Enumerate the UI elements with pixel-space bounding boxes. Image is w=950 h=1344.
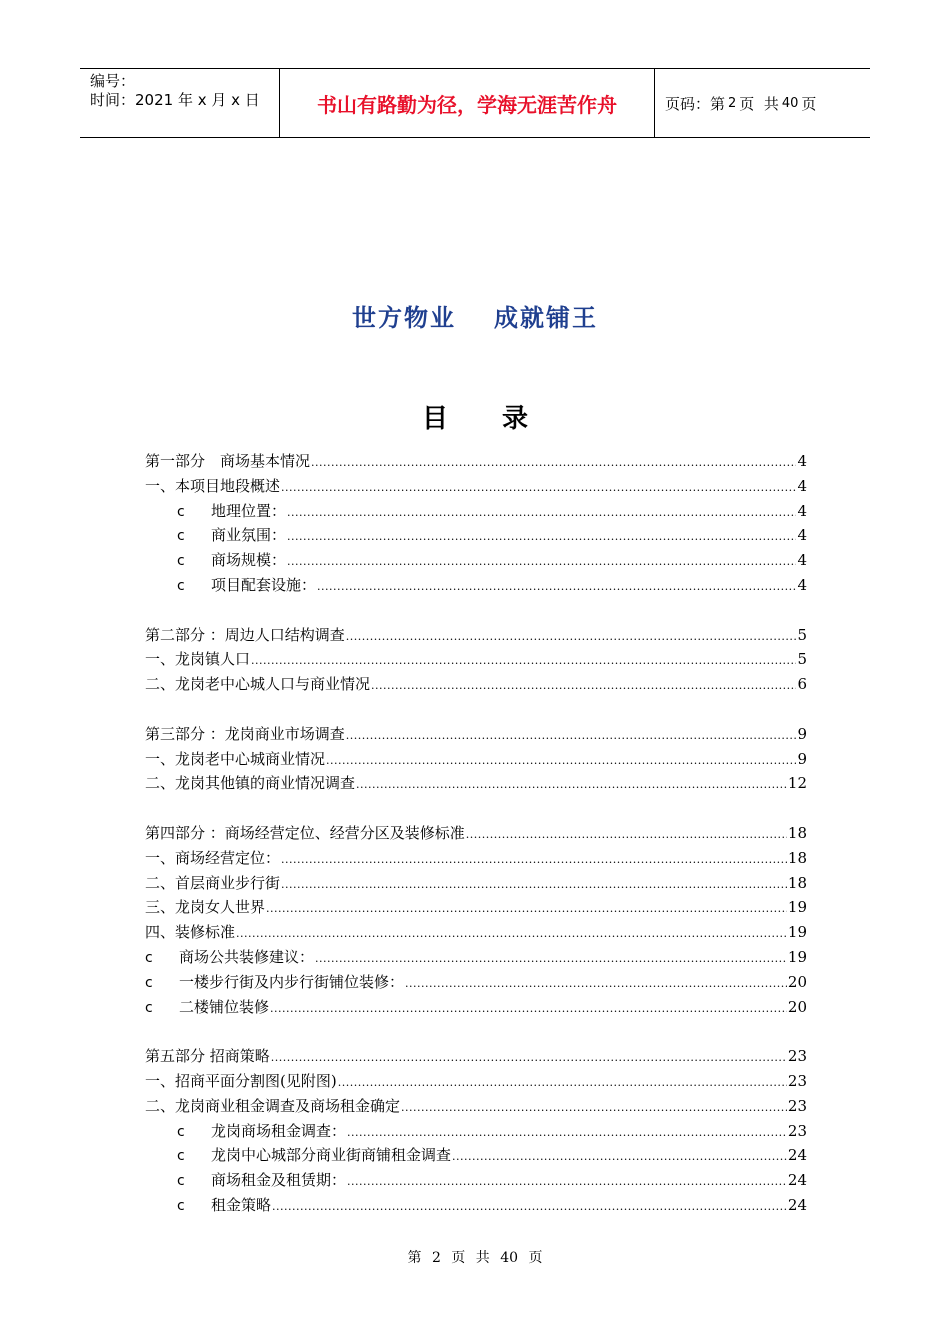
toc-entry[interactable] <box>145 896 807 921</box>
toc-entry-title: 龙岗中心城部分商业街商铺租金调查 <box>211 1146 452 1165</box>
number-label: 编号： <box>90 72 136 90</box>
dot-leader <box>371 679 796 692</box>
toc-entry-title: 商场公共装修建议： <box>179 947 315 966</box>
dot-leader <box>317 580 796 593</box>
toc-entry-page: 5 <box>797 625 807 644</box>
toc-entry-page: 12 <box>787 774 807 793</box>
toc-entry-page: 6 <box>797 675 807 694</box>
toc-entry[interactable] <box>145 872 807 897</box>
bullet-icon: c <box>177 528 185 545</box>
toc-entry[interactable] <box>145 648 807 673</box>
table-of-contents <box>145 450 807 1219</box>
toc-entry-title: 地理位置： <box>211 501 287 520</box>
toc-entry[interactable] <box>145 1070 807 1095</box>
toc-entry-page: 19 <box>787 947 807 966</box>
dot-leader <box>347 1175 787 1188</box>
toc-entry[interactable] <box>145 524 807 549</box>
dot-leader <box>281 853 787 866</box>
dot-leader <box>270 1002 787 1015</box>
toc-entry[interactable] <box>145 971 807 996</box>
toc-entry-page: 24 <box>787 1195 807 1214</box>
toc-entry-page: 20 <box>787 972 807 991</box>
toc-entry-page: 18 <box>787 823 807 842</box>
toc-entry[interactable] <box>145 500 807 525</box>
toc-entry-title: 商场规模： <box>211 551 287 570</box>
toc-entry-page: 9 <box>797 724 807 743</box>
header-motto: 书山有路勤为径，学海无涯苦作舟 <box>280 69 655 137</box>
toc-entry-title: 一、龙岗镇人口 <box>145 650 251 669</box>
toc-entry-page: 4 <box>797 551 807 570</box>
toc-entry[interactable] <box>145 1144 807 1169</box>
toc-entry[interactable] <box>145 1045 807 1070</box>
bullet-icon: c <box>177 1173 185 1190</box>
bullet-icon: c <box>177 1148 185 1165</box>
header-meta <box>80 69 280 137</box>
dot-leader <box>281 878 787 891</box>
toc-entry[interactable] <box>145 1120 807 1145</box>
toc-entry-title: 二、龙岗其他镇的商业情况调查 <box>145 774 356 793</box>
toc-entry[interactable] <box>145 1095 807 1120</box>
toc-entry-title: 四、装修标准 <box>145 923 236 942</box>
toc-entry-title: 二、龙岗老中心城人口与商业情况 <box>145 675 371 694</box>
toc-title-char2: 录 <box>502 404 529 434</box>
toc-entry-title: 一、商场经营定位： <box>145 848 281 867</box>
time-label: 时间：2021 年 x 月 x 日 <box>90 91 260 109</box>
dot-leader <box>287 555 796 568</box>
toc-entry-title: 二、龙岗商业租金调查及商场租金确定 <box>145 1096 401 1115</box>
toc-entry-page: 4 <box>797 501 807 520</box>
toc-entry-title: 三、龙岗女人世界 <box>145 898 266 917</box>
dot-leader <box>311 456 796 469</box>
toc-entry-page: 23 <box>787 1047 807 1066</box>
toc-entry[interactable] <box>145 822 807 847</box>
toc-entry-page: 4 <box>797 575 807 594</box>
page-header <box>80 68 870 138</box>
dot-leader <box>251 654 796 667</box>
company-slogan <box>0 298 950 333</box>
toc-entry-page: 4 <box>797 452 807 470</box>
page-number: 2 <box>728 95 737 111</box>
toc-entry-title: 一、龙岗老中心城商业情况 <box>145 749 326 768</box>
toc-entry-page: 23 <box>787 1121 807 1140</box>
toc-entry[interactable] <box>145 847 807 872</box>
toc-entry-title: 第二部分 ：周边人口结构调查 <box>145 625 345 644</box>
toc-entry[interactable] <box>145 549 807 574</box>
toc-entry-title: 一楼步行街及内步行街铺位装修： <box>179 972 405 991</box>
bullet-icon: c <box>177 1197 185 1214</box>
toc-entry[interactable] <box>145 475 807 500</box>
toc-entry-page: 24 <box>787 1146 807 1165</box>
page-suffix: 页 <box>801 94 817 113</box>
toc-entry[interactable] <box>145 1194 807 1219</box>
page-footer: 第 2 页 共 40 页 <box>407 1250 543 1266</box>
toc-title-char1: 目 <box>421 404 448 434</box>
bullet-icon: c <box>145 999 153 1016</box>
bullet-icon: c <box>177 503 185 520</box>
toc-entry-title: 第四部分 ：商场经营定位、经营分区及装修标准 <box>145 823 465 842</box>
dot-leader <box>266 902 787 915</box>
toc-entry-page: 4 <box>797 476 807 495</box>
dot-leader <box>281 481 796 494</box>
dot-leader <box>272 1200 787 1213</box>
toc-entry-title: 商业氛围： <box>211 526 287 545</box>
toc-entry-title: 一、招商平面分割图(见附图) <box>145 1071 337 1090</box>
toc-entry-title: 第三部分 ：龙岗商业市场调查 <box>145 724 345 743</box>
toc-entry[interactable] <box>145 450 807 475</box>
toc-entry-title: 第一部分 商场基本情况 <box>145 452 311 470</box>
dot-leader <box>287 506 796 519</box>
toc-entry[interactable] <box>145 772 807 797</box>
toc-entry-page: 18 <box>787 848 807 867</box>
page-prefix: 页码：第 <box>665 94 726 113</box>
bullet-icon: c <box>145 974 153 991</box>
toc-entry-title: 二楼铺位装修 <box>179 997 270 1016</box>
dot-leader <box>356 778 787 791</box>
toc-entry-title: 租金策略 <box>211 1195 272 1214</box>
dot-leader <box>271 1051 787 1064</box>
dot-leader <box>315 952 787 965</box>
toc-entry[interactable] <box>145 723 807 748</box>
toc-entry-page: 5 <box>797 650 807 669</box>
toc-entry[interactable] <box>145 996 807 1021</box>
page-total: 40 <box>781 95 799 111</box>
slogan-part2: 成就铺王 <box>494 303 598 332</box>
toc-entry-page: 19 <box>787 923 807 942</box>
bullet-icon: c <box>177 577 185 594</box>
toc-entry-page: 20 <box>787 997 807 1016</box>
dot-leader <box>338 1076 787 1089</box>
toc-title <box>0 398 950 435</box>
toc-entry-page: 19 <box>787 898 807 917</box>
toc-entry-page: 4 <box>797 526 807 545</box>
dot-leader <box>452 1150 787 1163</box>
toc-entry-page: 9 <box>797 749 807 768</box>
toc-entry-title: 第五部分 招商策略 <box>145 1047 270 1066</box>
dot-leader <box>346 630 797 643</box>
dot-leader <box>346 729 797 742</box>
toc-entry[interactable] <box>145 673 807 698</box>
toc-entry[interactable] <box>145 1169 807 1194</box>
dot-leader <box>236 927 787 940</box>
page-mid: 页 共 <box>739 94 779 113</box>
dot-leader <box>347 1126 787 1139</box>
dot-leader <box>326 754 796 767</box>
toc-entry-page: 23 <box>787 1096 807 1115</box>
toc-entry-title: 龙岗商场租金调查： <box>211 1121 347 1140</box>
slogan-part1: 世方物业 <box>352 303 456 332</box>
dot-leader <box>466 828 787 841</box>
toc-entry-title: 一、本项目地段概述 <box>145 476 281 495</box>
toc-entry-page: 24 <box>787 1171 807 1190</box>
dot-leader <box>401 1101 787 1114</box>
toc-entry[interactable] <box>145 624 807 649</box>
toc-entry[interactable] <box>145 946 807 971</box>
bullet-icon: c <box>177 1123 185 1140</box>
toc-entry-page: 23 <box>787 1071 807 1090</box>
bullet-icon: c <box>177 553 185 570</box>
toc-entry[interactable] <box>145 921 807 946</box>
dot-leader <box>287 530 796 543</box>
toc-entry-title: 商场租金及租赁期： <box>211 1171 347 1190</box>
toc-entry-page: 18 <box>787 873 807 892</box>
bullet-icon: c <box>145 949 153 966</box>
toc-entry[interactable] <box>145 748 807 773</box>
toc-entry-title: 二、首层商业步行街 <box>145 873 281 892</box>
toc-entry[interactable] <box>145 574 807 599</box>
toc-entry-title: 项目配套设施： <box>211 575 317 594</box>
dot-leader <box>405 977 787 990</box>
header-page-info <box>655 69 870 137</box>
